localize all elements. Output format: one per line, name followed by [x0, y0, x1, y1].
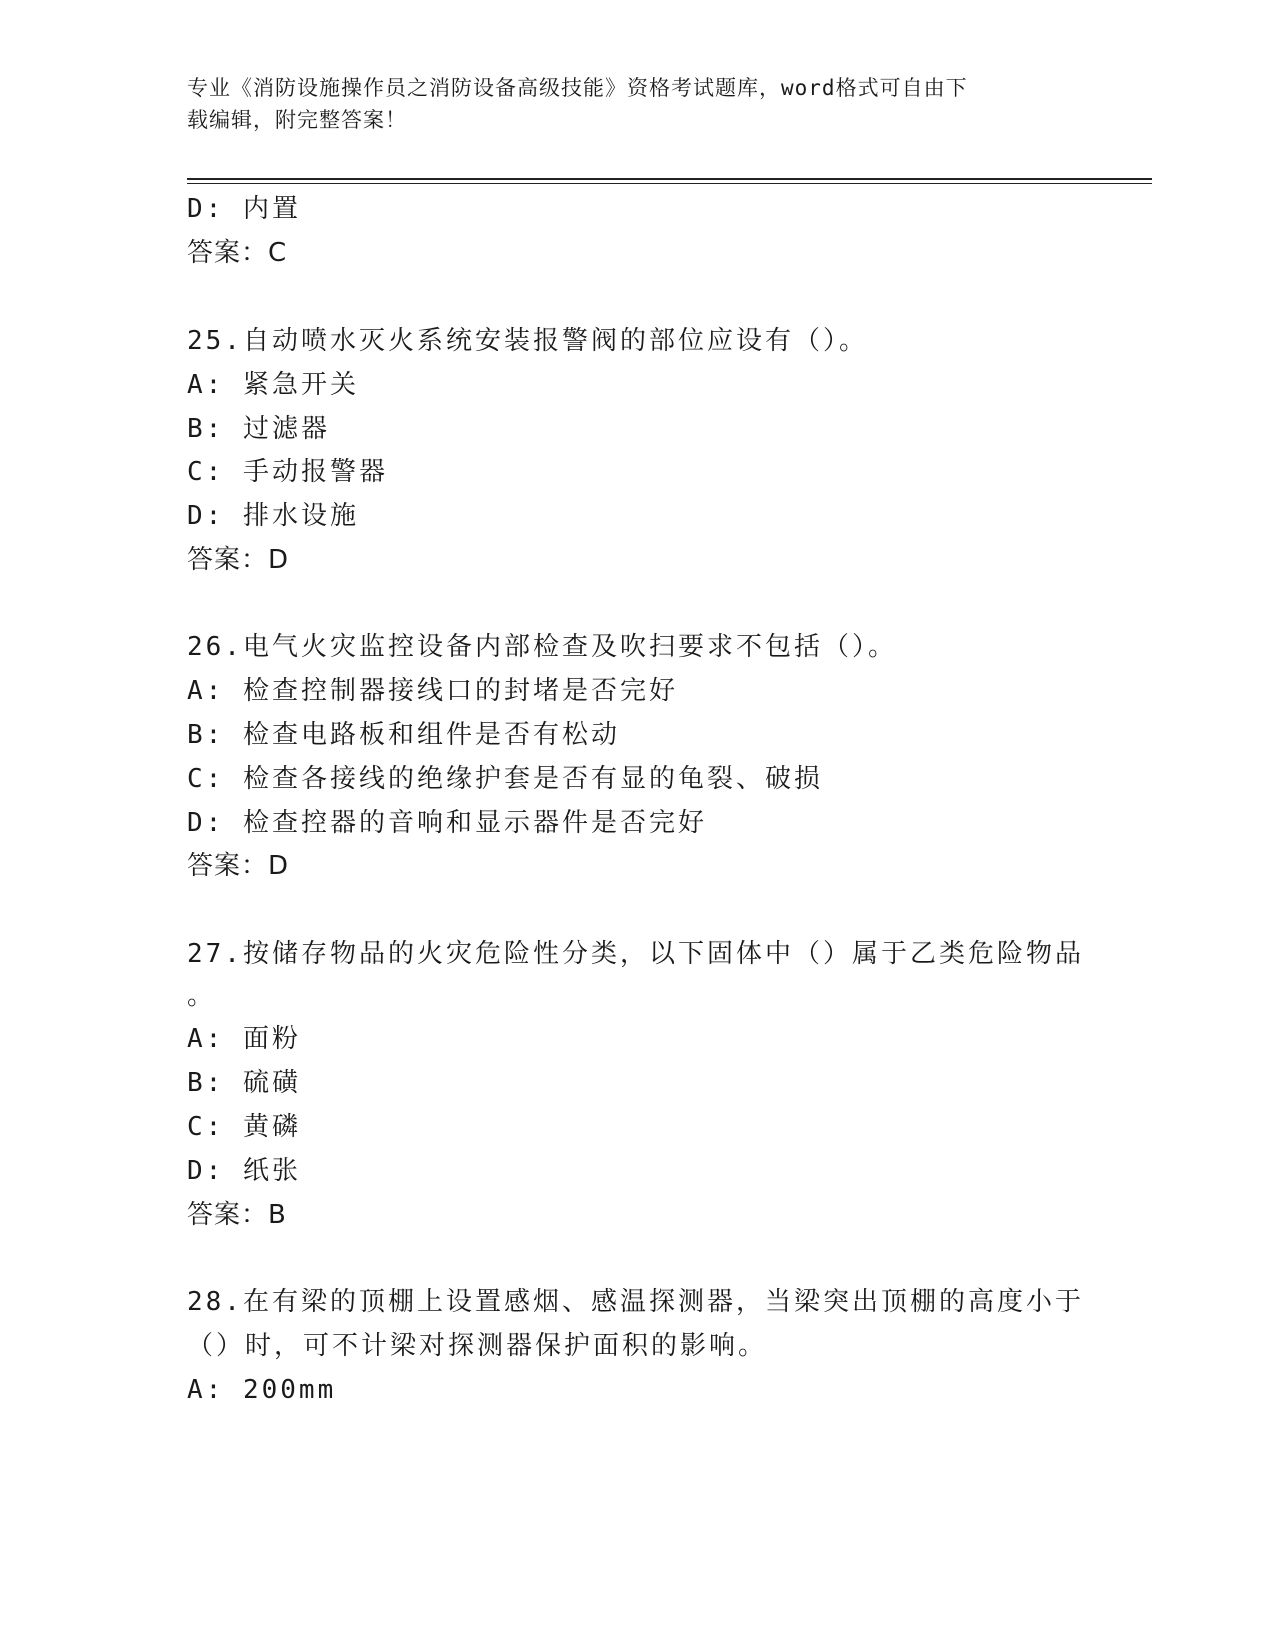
question-line: 25.自动喷水灭火系统安装报警阀的部位应设有（）。 [187, 326, 868, 356]
header-divider-thick [187, 178, 1152, 180]
answer-line: 答案：B [187, 1200, 287, 1230]
option-line: A: 200mm [187, 1375, 337, 1405]
document-header [187, 72, 1067, 136]
option-line: D: 纸张 [187, 1156, 301, 1186]
option-line: C: 检查各接线的绝缘护套是否有显的龟裂、破损 [187, 764, 823, 794]
question-line: 。 [187, 981, 217, 1011]
option-line: D: 检查控器的音响和显示器件是否完好 [187, 808, 707, 838]
question-line: （）时，可不计梁对探测器保护面积的影响。 [187, 1331, 768, 1361]
question-line: 26.电气火灾监控设备内部检查及吹扫要求不包括（）。 [187, 632, 897, 662]
option-line: B: 过滤器 [187, 414, 330, 444]
option-line: B: 检查电路板和组件是否有松动 [187, 720, 620, 750]
question-line: 27.按储存物品的火灾危险性分类，以下固体中（）属于乙类危险物品 [187, 939, 1084, 969]
option-line: A: 紧急开关 [187, 370, 359, 400]
header-divider-thin [187, 183, 1152, 184]
option-line: C: 黄磷 [187, 1112, 301, 1142]
header-line-1: 专业《消防设施操作员之消防设备高级技能》资格考试题库，word格式可自由下 [187, 76, 968, 100]
answer-line: 答案：C [187, 238, 288, 268]
header-line-2: 载编辑，附完整答案！ [187, 108, 407, 132]
option-line: C: 手动报警器 [187, 457, 388, 487]
option-line: A: 面粉 [187, 1024, 301, 1054]
option-line: B: 硫磺 [187, 1068, 301, 1098]
answer-line: 答案：D [187, 545, 290, 575]
option-line: D: 内置 [187, 194, 301, 224]
option-line: A: 检查控制器接线口的封堵是否完好 [187, 676, 678, 706]
question-line: 28.在有梁的顶棚上设置感烟、感温探测器，当梁突出顶棚的高度小于 [187, 1287, 1084, 1317]
option-line: D: 排水设施 [187, 501, 359, 531]
answer-line: 答案：D [187, 851, 290, 881]
